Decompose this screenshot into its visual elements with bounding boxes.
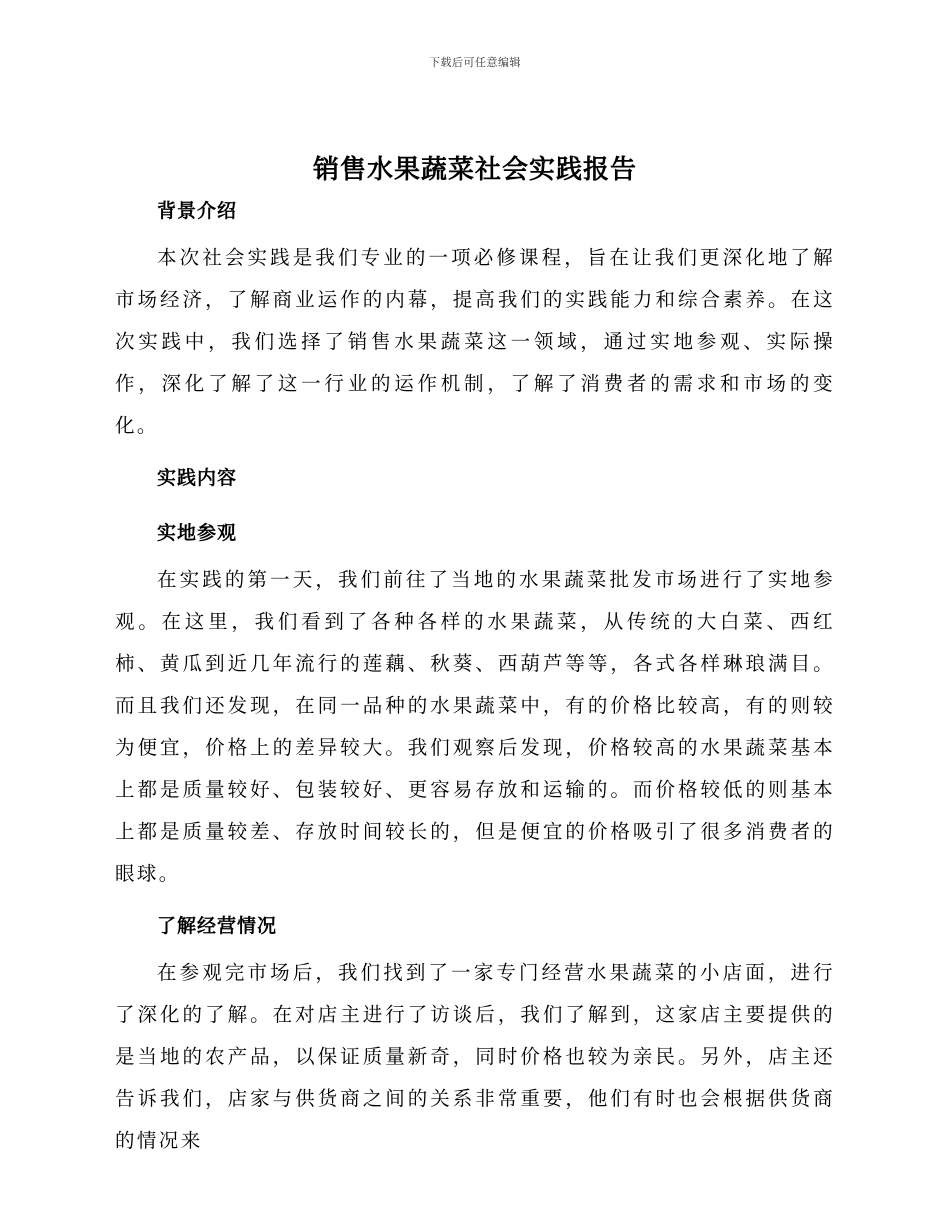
document-title: 销售水果蔬菜社会实践报告 (312, 155, 637, 185)
paragraph-visit: 在实践的第一天，我们前往了当地的水果蔬菜批发市场进行了实地参观。在这里，我们看到了各种各样的水果蔬菜，从传统的大白菜、西红柿、黄瓜到近几年流行的莲藕、秋葵、西葫芦等等，各式各样琳琅满目。而且我们还发现，在同一品种的水果蔬菜中，有的价格比较高，有的则较为便宜，价格上的差异较大。我们观察后发现，价格较高的水果蔬菜基本上都是质量较好、包装较好、更容易存放和运输的。而价格较低的则基本上都是质量较差、存放时间较长的，但是便宜的价格吸引了很多消费者的眼球。 (115, 568, 835, 885)
section-heading-visit: 实地参观 (157, 522, 238, 544)
section-heading-business: 了解经营情况 (157, 915, 278, 937)
paragraph-business: 在参观完市场后，我们找到了一家专门经营水果蔬菜的小店面，进行了深化的了解。在对店主进行了访谈后，我们了解到，这家店主要提供的是当地的农产品，以保证质量新奇，同时价格也较为亲民。另外，店主还告诉我们，店家与供货商之间的关系非常重要，他们有时也会根据供货商的情况来 (115, 961, 835, 1152)
section-heading-background: 背景介绍 (157, 200, 238, 222)
page-header: 下载后可任意编辑 (429, 56, 521, 69)
paragraph-background: 本次社会实践是我们专业的一项必修课程，旨在让我们更深化地了解市场经济，了解商业运作的内幕，提高我们的实践能力和综合素养。在这次实践中，我们选择了销售水果蔬菜这一领域，通过实地参观、实际操作，深化了解了这一行业的运作机制，了解了消费者的需求和市场的变化。 (115, 246, 835, 437)
section-heading-practice: 实践内容 (157, 467, 238, 489)
document-body (115, 190, 835, 1162)
